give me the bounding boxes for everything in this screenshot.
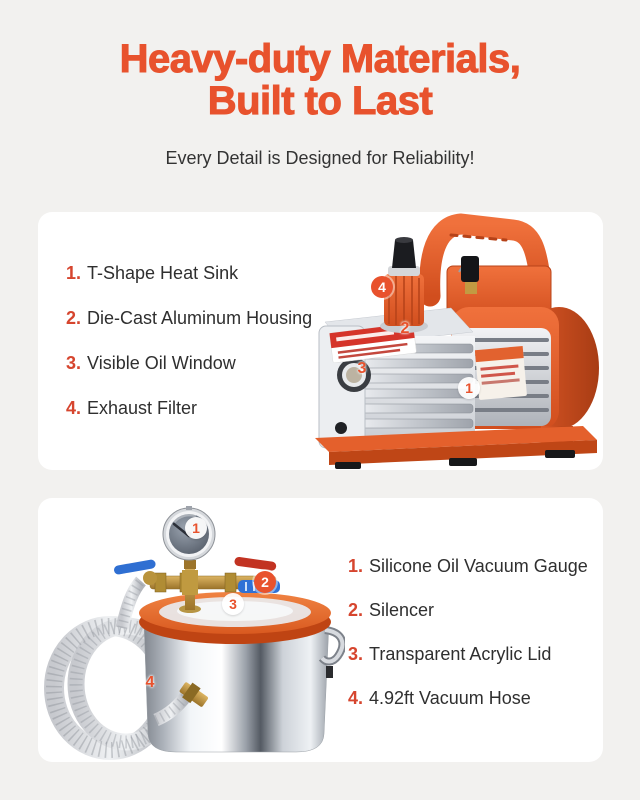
feature-number: 3.: [348, 644, 364, 664]
feature-oil-vacuum-gauge: [348, 556, 588, 576]
feature-number: 4.: [66, 398, 82, 418]
motor-label: [475, 346, 527, 400]
page-title-line2: Built to Last: [207, 79, 433, 123]
feature-label: T-Shape Heat Sink: [87, 263, 239, 283]
chamber-callout-hose: 4: [145, 674, 155, 691]
feature-exhaust-filter: [66, 398, 312, 418]
chamber-image: [38, 498, 345, 762]
drain-plug: [335, 422, 347, 434]
right-valve-handle: [234, 556, 277, 571]
chamber-callout-silencer: 2: [254, 571, 276, 593]
feature-label: Exhaust Filter: [87, 398, 198, 418]
feature-oil-window: [66, 353, 312, 373]
feature-label: Die-Cast Aluminum Housing: [87, 308, 313, 328]
chamber-callout-lid: 3: [222, 593, 244, 615]
feature-number: 2.: [66, 308, 82, 328]
pump-callout-housing: 2: [400, 320, 410, 337]
pump-feature-list: [66, 263, 312, 443]
chamber-feature-list: [348, 556, 588, 732]
chamber-callout-gauge: 1: [185, 517, 207, 539]
feature-number: 4.: [348, 688, 364, 708]
feature-number: 2.: [348, 600, 364, 620]
vacuum-gauge: [163, 506, 215, 569]
feature-vacuum-hose: [348, 688, 588, 708]
pump-callout-heat-sink: 1: [458, 377, 480, 399]
feature-label: Transparent Acrylic Lid: [369, 644, 552, 664]
feature-label: 4.92ft Vacuum Hose: [369, 688, 531, 708]
feature-label: Visible Oil Window: [87, 353, 236, 373]
feature-number: 1.: [348, 556, 364, 576]
feature-acrylic-lid: [348, 644, 588, 664]
page-title: [0, 38, 640, 122]
feature-number: 3.: [66, 353, 82, 373]
pump-illustration: [301, 212, 603, 470]
feature-label: Silicone Oil Vacuum Gauge: [369, 556, 588, 576]
pump-card: [38, 212, 603, 470]
page-subtitle: Every Detail is Designed for Reliability!: [165, 148, 475, 168]
feature-die-cast-housing: [66, 308, 312, 328]
pump-callout-exhaust-filter: 4: [371, 276, 393, 298]
pump-callout-oil-window: 3: [357, 360, 367, 377]
pump-image: [301, 212, 603, 470]
feature-silencer: [348, 600, 588, 620]
feature-number: 1.: [66, 263, 82, 283]
chamber-card: [38, 498, 603, 762]
feature-label: Silencer: [369, 600, 435, 620]
page-title-line1: Heavy-duty Materials,: [119, 37, 521, 81]
feature-t-shape-heat-sink: [66, 263, 312, 283]
